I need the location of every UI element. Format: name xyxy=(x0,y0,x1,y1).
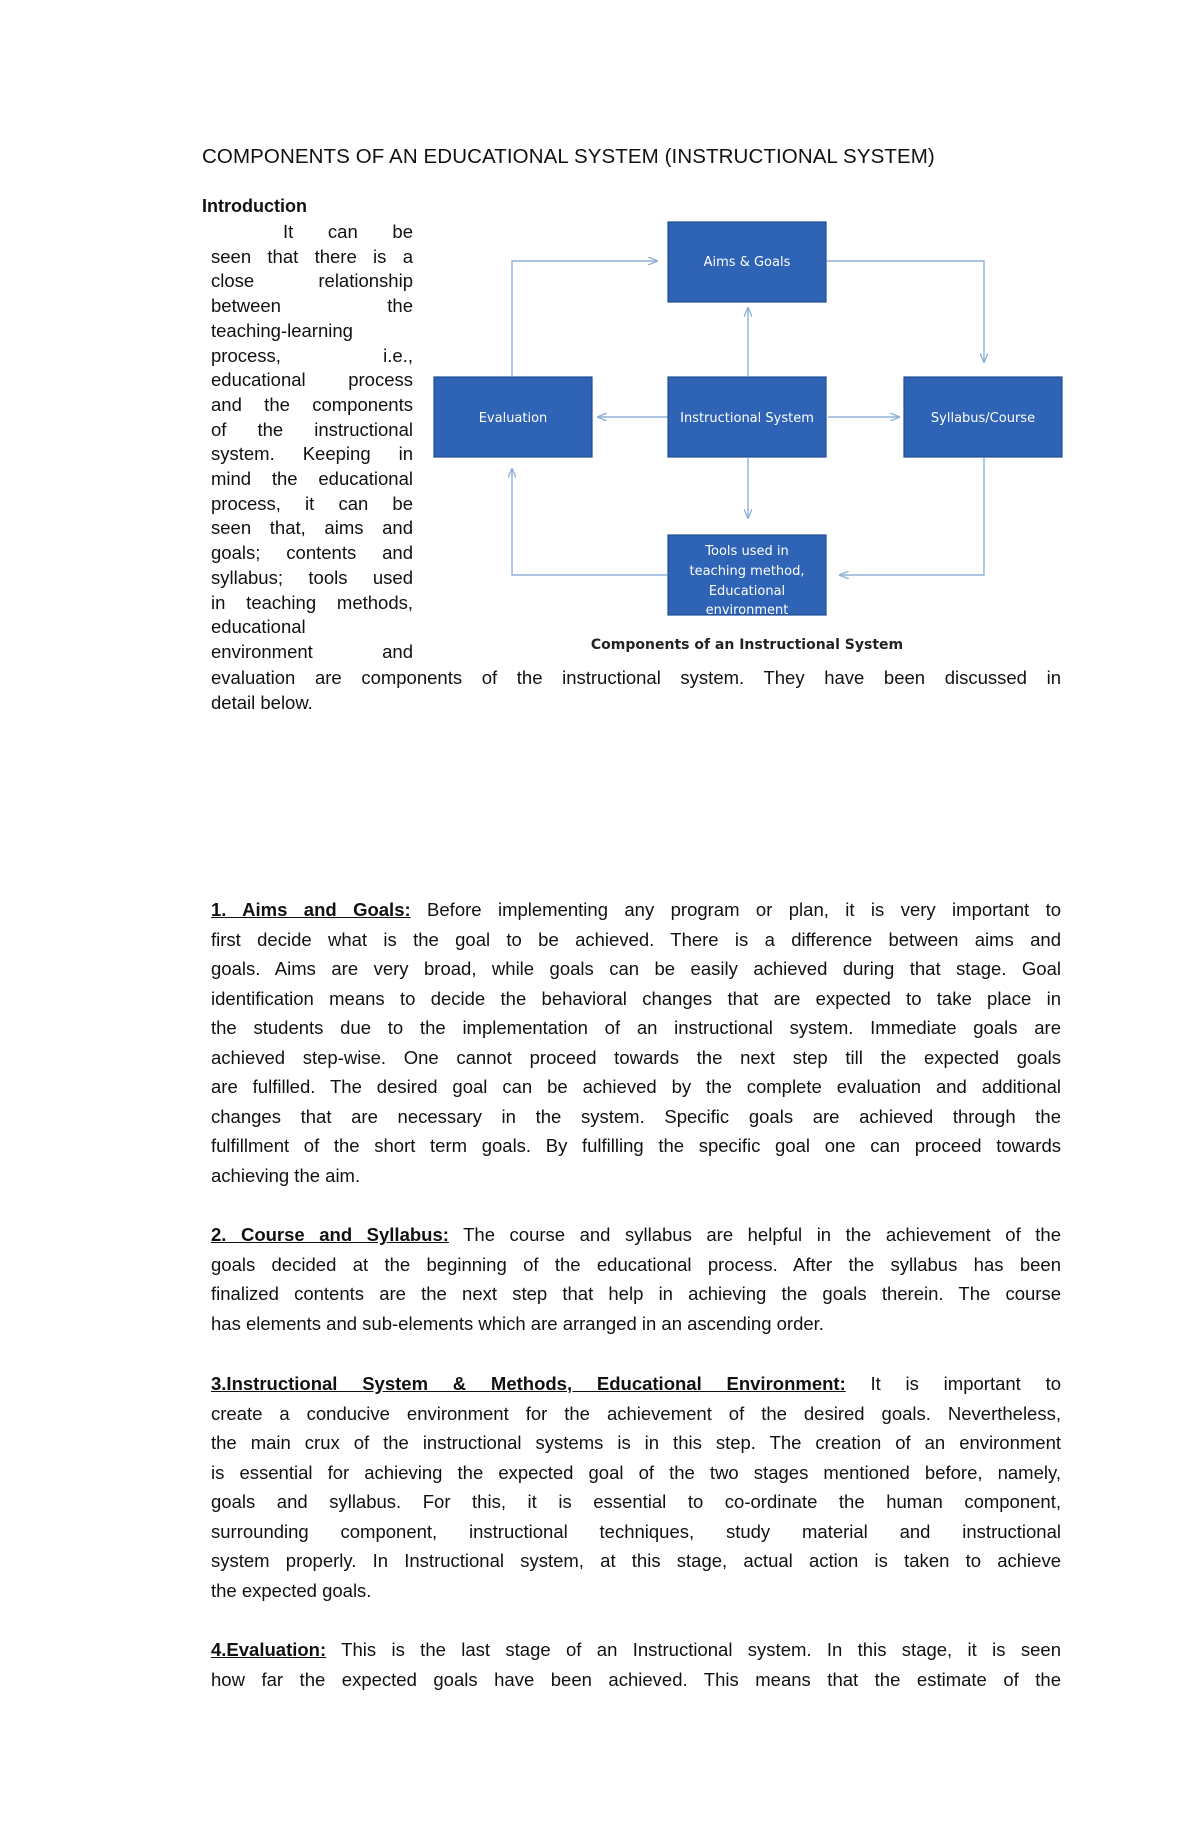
diagram-caption: Components of an Instructional System xyxy=(590,637,904,653)
node-aims-goals xyxy=(668,222,826,302)
node-tools-line: Tools used in xyxy=(705,544,789,559)
intro-line: and the components xyxy=(211,393,413,415)
instructional-system-diagram xyxy=(425,210,1065,660)
intro-line: system. Keeping in xyxy=(211,443,413,465)
node-tools-line: environment xyxy=(705,603,789,618)
section-text: This is the last stage of an Instructional system. In this stage, it is seen xyxy=(326,1639,1061,1660)
page-title: COMPONENTS OF AN EDUCATIONAL SYSTEM (INSTRUCTIONAL SYSTEM) xyxy=(202,145,935,168)
section-text: Before implementing any program or plan, it is very important to xyxy=(410,899,1061,920)
intro-line: close relationship xyxy=(211,270,413,292)
node-tools-line: teaching method, xyxy=(689,564,805,579)
section-evaluation xyxy=(211,1635,1061,1694)
section-line: the main crux of the instructional systems is in this step. The creation of an environment xyxy=(211,1432,1061,1453)
intro-line: process, it can be xyxy=(211,492,413,514)
intro-line: It can be xyxy=(283,221,413,242)
section-heading: 4.Evaluation: xyxy=(211,1639,327,1660)
section-line: fulfillment of the short term goals. By fulfilling the specific goal one can proceed towards xyxy=(211,1135,1061,1156)
section-line: achieving the aim. xyxy=(211,1164,361,1186)
section-heading: 1. Aims and Goals: xyxy=(211,899,411,920)
arrow-tools-to-evaluation xyxy=(512,469,667,575)
section-line: is essential for achieving the expected goal of the two stages mentioned before, namely, xyxy=(211,1461,1061,1483)
intro-line: syllabus; tools used xyxy=(211,566,413,588)
section-line: changes that are necessary in the system. Specific goals are achieved through the xyxy=(211,1105,1061,1127)
section-line: has elements and sub-elements which are arranged in an ascending order. xyxy=(211,1312,824,1334)
introduction-heading: Introduction xyxy=(202,196,307,216)
section-line: the expected goals. xyxy=(211,1579,372,1601)
node-tools-line: Educational xyxy=(708,584,786,599)
intro-line: between the xyxy=(211,295,413,317)
intro-line: educational process xyxy=(211,369,413,391)
arrow-evaluation-to-aims xyxy=(512,261,657,376)
section-line: surrounding component, instructional techniques, study material and instructional xyxy=(211,1520,1061,1542)
section-line: goals and syllabus. For this, it is essential to co-ordinate the human component, xyxy=(211,1491,1061,1512)
section-line: how far the expected goals have been achieved. This means that the estimate of the xyxy=(211,1668,1061,1690)
section-heading: 3.Instructional System & Methods, Educational Environment: xyxy=(211,1373,846,1394)
intro-line: in teaching methods, xyxy=(211,591,413,613)
introduction-paragraph xyxy=(211,220,413,665)
intro-line: seen that, aims and xyxy=(211,517,413,539)
intro-line: environment and xyxy=(211,640,413,662)
intro-line: educational xyxy=(211,616,306,638)
section-line: create a conducive environment for the achievement of the desired goals. Nevertheless, xyxy=(211,1402,1061,1424)
intro-tail-line: evaluation are components of the instructional system. They have been discussed in xyxy=(211,667,1061,688)
intro-line: of the instructional xyxy=(211,418,413,440)
section-course-syllabus xyxy=(211,1220,1061,1338)
section-instructional-system xyxy=(211,1369,1061,1605)
intro-line: goals; contents and xyxy=(211,542,413,564)
node-evaluation-label: Evaluation xyxy=(478,411,548,426)
intro-line: teaching-learning xyxy=(211,319,353,341)
intro-line: mind the educational xyxy=(211,468,413,490)
node-aims-goals-label: Aims & Goals xyxy=(703,255,791,270)
section-heading: 2. Course and Syllabus: xyxy=(211,1224,449,1245)
section-aims-goals xyxy=(211,895,1061,1190)
section-line: goals decided at the beginning of the educational process. After the syllabus has been xyxy=(211,1253,1061,1275)
node-tools-environment xyxy=(668,535,826,618)
intro-tail-line: detail below. xyxy=(211,691,313,713)
node-evaluation xyxy=(434,377,592,457)
section-line: first decide what is the goal to be achieved. There is a difference between aims and xyxy=(211,928,1061,950)
section-line: the students due to the implementation of an instructional system. Immediate goals are xyxy=(211,1017,1061,1038)
section-line: identification means to decide the behavioral changes that are expected to take place in xyxy=(211,987,1061,1009)
node-syllabus-course xyxy=(904,377,1062,457)
section-text: It is important to xyxy=(845,1373,1061,1394)
arrow-syllabus-to-tools xyxy=(840,458,984,575)
arrow-aims-to-syllabus xyxy=(827,261,984,362)
section-line: goals. Aims are very broad, while goals can be easily achieved during that stage. Goal xyxy=(211,958,1061,979)
section-line: achieved step-wise. One cannot proceed towards the next step till the expected goals xyxy=(211,1046,1061,1068)
introduction-tail xyxy=(211,666,1061,715)
node-syllabus-course-label: Syllabus/Course xyxy=(930,411,1036,426)
section-line: finalized contents are the next step that help in achieving the goals therein. The course xyxy=(211,1283,1061,1304)
section-line: system properly. In Instructional system, at this stage, actual action is taken to achieve xyxy=(211,1550,1061,1571)
node-instructional-system-label: Instructional System xyxy=(680,411,814,426)
section-text: The course and syllabus are helpful in the achievement of the xyxy=(448,1224,1061,1245)
intro-line: seen that there is a xyxy=(211,245,413,267)
section-line: are fulfilled. The desired goal can be achieved by the complete evaluation and additional xyxy=(211,1076,1061,1097)
node-instructional-system xyxy=(668,377,826,457)
intro-line: process, i.e., xyxy=(211,344,413,366)
